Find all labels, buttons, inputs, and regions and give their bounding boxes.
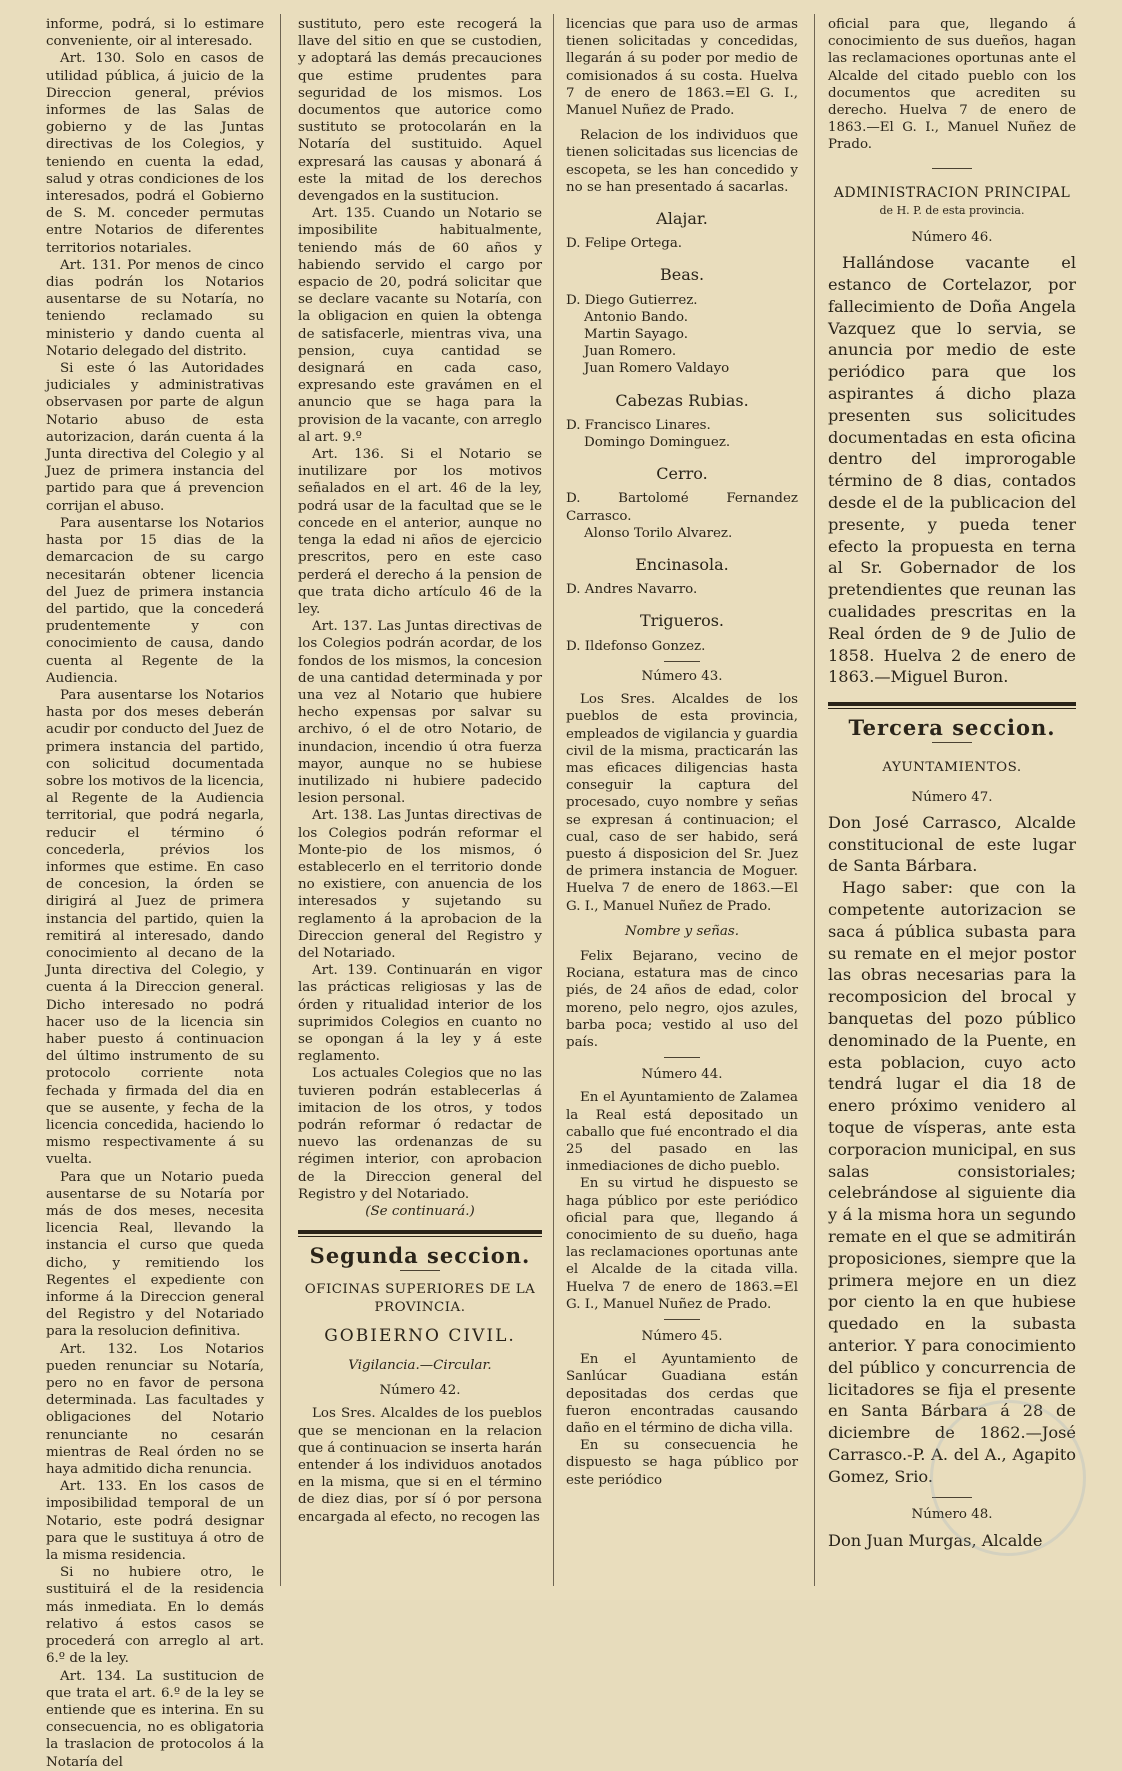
list-intro: Relacion de los individuos que tienen solicitadas sus licencias de escopeta, se les han concedido y no se han presentado á sacarlas. <box>566 128 798 195</box>
list-item: D. Diego Gutierrez. <box>566 292 698 308</box>
paragraph: Para ausentarse los Notarios hasta por 15 dias de la demarcacion de su cargo necesitarán obtener licencia del Juez de primera instancia del partido, que la concederá prudentemente y con conocimiento de causa, dando cuenta al Regente de la Audiencia. <box>46 515 264 686</box>
office-heading: OFICINAS SUPERIORES DE LA PROVINCIA. <box>304 1282 536 1315</box>
paragraph: Hago saber: que con la competente autorizacion se saca á pública subasta para su remate en el mejor postor las obras necesarias para la recomposicion del brocal y banquetas del pozo público denominado de la Puente, en esta poblacion, cuyo acto tendrá lugar el dia 18 de enero próximo venidero al toque de vísperas, ante esta corporacion municipal, en sus salas consistoriales; celebrándose al siguiente dia y á la misma hora un segundo remate en el que se admitirán proposiciones, siempre que la primera mejore en un diez por ciento la en que hubiese quedado en la subasta anterior. Y para conocimiento del público y concurrencia de licitadores se fija el presente en Santa Bárbara á 28 de diciembre de 1862.—José Carrasco.-P. A. del A., Agapito Gomez, Srio. <box>828 878 1076 1486</box>
town-heading: Alajar. <box>656 209 708 229</box>
paragraph: Si este ó las Autoridades judiciales y administrativas observasen por parte de algun Notario abuso de esta autorizacion, darán cuenta á la Junta directiva del Colegio y al Juez de primera instancia del partido para que á prevencion corrijan el abuso. <box>46 361 264 514</box>
paragraph: licencias que para uso de armas tienen solicitadas y concedidas, llegarán á su poder por medio de comisionados á su costa. Huelva 7 de enero de 1863.=El G. I., Manuel Nuñez de Prado. <box>566 17 798 119</box>
article-138: Art. 138. Las Juntas directivas de los Colegios podrán reformar el Monte-pio de los mismos, ó establecerlo en el territorio donde no existiere, con anuencia de los interesados y sujetando su reglamento á la aprobacion de la Direccion general del Registro y del Notariado. <box>298 808 542 961</box>
archive-seal-icon <box>930 1400 1086 1556</box>
article-132: Art. 132. Los Notarios pueden renunciar su Notaría, pero no en favor de persona determinada. Las facultades y obligaciones del Notario renunciante no cesarán mientras de Real órden no se haya admitido dicha renuncia. <box>46 1341 264 1478</box>
notice-number: Número 45. <box>641 1329 723 1344</box>
list-item: D. Felipe Ortega. <box>566 236 683 252</box>
paragraph: informe, podrá, si lo estimare conveniente, oir al interesado. <box>46 17 264 50</box>
section-heading: Tercera seccion. <box>848 715 1056 741</box>
paragraph: Los Sres. Alcaldes de los pueblos que se mencionan en la relacion que á continuacion se inserta harán entender á los individuos anotados en la misma, que si en el término de diez dias, por sí ó por persona encargada al efecto, no recogen las <box>298 1406 542 1525</box>
paragraph: Para ausentarse los Notarios hasta por dos meses deberán acudir por conducto del Juez de primera instancia del partido, con solicitud documentada sobre los motivos de la licencia, al Regente de la Audiencia territorial, que podrá negarla, reducir el término ó concederla, prévios los informes que estime. En caso de concesion, la órden se dirigirá al Juez de primera instancia del partido, quien la remitirá al interesado, dando conocimiento al decano de la Junta directiva del Colegio, y cuenta á la Direccion general. Dicho interesado no podrá hacer uso de la licencia sin haber puesto á continuacion del último instrumento de su protocolo corriente nota fechada y firmada del dia en que se ausente, y fecha de la licencia concedida, haciendo lo mismo respectivamente á su vuelta. <box>46 687 264 1168</box>
divider <box>932 168 972 169</box>
list-item: Juan Romero Valdayo <box>584 361 730 377</box>
article-131: Art. 131. Por menos de cinco dias podrán los Notarios ausentarse de su Notaría, no teniendo reclamado su ministerio y dando cuenta al Notario delegado del distrito. <box>46 257 264 359</box>
list-item: Juan Romero. <box>584 344 677 360</box>
paragraph: Los Sres. Alcaldes de los pueblos de esta provincia, empleados de vigilancia y guardia civil de la misma, practicarán las mas eficaces diligencias hasta conseguir la captura del procesado, cuyo nombre y señas se expresan á continuacion; el cual, caso de ser habido, será puesto á disposicion del Sr. Juez de primera instancia de Moguer. Huelva 7 de enero de 1863.—El G. I., Manuel Nuñez de Prado. <box>566 692 798 914</box>
article-130: Art. 130. Solo en casos de utilidad pública, á juicio de la Direccion general, prévios informes de las Salas de gobierno y de las Juntas directivas de los Colegios, y teniendo en cuenta la edad, salud y otras condiciones de los interesados, podrá el Gobierno de S. M. conceder permutas entre Notarios de diferentes territorios notariales. <box>46 51 264 256</box>
town-heading: Encinasola. <box>635 555 729 575</box>
article-137: Art. 137. Las Juntas directivas de los Colegios podrán acordar, de los fondos de los mismos, la concesion de una cantidad determinada y por una vez al Notario que hubiere hecho expensas por salvar su archivo, ó el de otro Notario, de inundacion, incendio ú otra fuerza mayor, aunque no se hubiese inutilizado ni hubiere padecido lesion personal. <box>298 619 542 807</box>
subheading: Nombre y señas. <box>625 923 739 939</box>
column-4 <box>828 16 1076 1592</box>
list-item: D. Andres Navarro. <box>566 582 698 598</box>
notice-number: Número 48. <box>911 1507 993 1523</box>
list-item: D. Ildefonso Gonzez. <box>566 638 706 654</box>
divider <box>664 1319 700 1320</box>
paragraph: Los actuales Colegios que no las tuvieren podrán establecerlas á imitacion de los otros, y todos podrán reformar ó redactar de nuevo las ordenanzas de su régimen interior, con aprobacion de la Direccion general del Registro y del Notariado. <box>298 1066 542 1202</box>
town-heading: Cerro. <box>656 464 708 484</box>
town-heading: Beas. <box>659 265 705 285</box>
list-item: D. Bartolomé Fernandez Carrasco. <box>566 491 798 524</box>
paragraph: Si no hubiere otro, le sustituirá el de la residencia más inmediata. En lo demás relativo á estos casos se procederá con arreglo al art. 6.º de la ley. <box>46 1565 264 1667</box>
paragraph: Hallándose vacante el estanco de Cortelazor, por fallecimiento de Doña Angela Vazquez que lo servia, se anuncia por medio de este periódico para que los aspirantes á dicho plaza presenten sus solicitudes documentadas en esta oficina dentro del improrogable término de 8 dias, contados desde el de la publicacion del presente, y pueda tener efecto la propuesta en terna al Sr. Gobernador de los pretendientes que reunan las cualidades prescritas en la Real órden de 9 de Julio de 1858. Huelva 2 de enero de 1863.—Miguel Buron. <box>828 253 1076 687</box>
paragraph: oficial para que, llegando á conocimiento de sus dueños, hagan las reclamaciones oportunas ante el Alcalde del citado pueblo con los documentos que acrediten su derecho. Huelva 7 de enero de 1863.—El G. I., Manuel Nuñez de Prado. <box>828 17 1076 153</box>
article-133: Art. 133. En los casos de imposibilidad temporal de un Notario, este podrá designar para que le sustituya á otro de la misma residencia. <box>46 1479 264 1564</box>
divider <box>664 1057 700 1058</box>
column-1 <box>46 16 264 1770</box>
section-divider <box>828 702 1076 709</box>
paragraph: Para que un Notario pueda ausentarse de su Notaría por más de dos meses, necesita licencia Real, llevando la instancia el curso que queda dicho, y remitiendo los Regentes el expediente con informe á la Direccion general del Registro y del Notariado para la resolucion definitiva. <box>46 1169 264 1340</box>
list-item: Martin Sayago. <box>584 327 688 343</box>
list-item: Alonso Torilo Alvarez. <box>584 525 733 541</box>
notice-number: Número 47. <box>911 789 993 805</box>
column-3 <box>566 16 798 1592</box>
column-rule <box>814 14 815 1586</box>
column-rule <box>553 14 554 1586</box>
divider <box>664 661 700 662</box>
notice-number: Número 42. <box>379 1383 461 1399</box>
article-135: Art. 135. Cuando un Notario se imposibilite habitualmente, teniendo más de 60 años y habiendo servido el cargo por espacio de 20, podrá solicitar que se declare vacante su Notaría, con la obligacion en quien la obtenga de satisfacerle, mientras viva, una pension, cuya cantidad se designará en cada caso, expresando este gravámen en el anuncio que se haga para la provision de la vacante, con arreglo al art. 9.º <box>298 206 542 445</box>
list-item: Antonio Bando. <box>584 309 689 325</box>
admin-subheading: de H. P. de esta provincia. <box>879 203 1025 217</box>
divider <box>932 742 972 743</box>
paragraph: En su consecuencia he dispuesto se haga público por este periódico <box>566 1438 798 1488</box>
paragraph: sustituto, pero este recogerá la llave del sitio en que se custodien, y adoptará las demás precauciones que estime prudentes para seguridad de los mismos. Los documentos que autorice como sustituto se protocolarán en la Notaría del sustituido. Aquel expresará las causas y abonará á este la mitad de los derechos devengados en la sustitucion. <box>298 17 542 205</box>
paragraph: En el Ayuntamiento de Sanlúcar Guadiana están depositadas dos cerdas que fueron encontradas causando daño en el término de dicha villa. <box>566 1352 798 1437</box>
section-heading: Segunda seccion. <box>309 1243 531 1269</box>
continuation-note: (Se continuará.) <box>365 1204 475 1220</box>
divider <box>400 1270 440 1271</box>
section-divider <box>298 1230 542 1237</box>
paragraph: En su virtud he dispuesto se haga público por este periódico oficial para que, llegando á conocimiento de su dueño, haga las reclamaciones oportunas ante el Alcalde de la citada villa. Huelva 7 de enero de 1863.=El G. I., Manuel Nuñez de Prado. <box>566 1176 798 1312</box>
notice-number: Número 46. <box>911 230 993 246</box>
paragraph: Felix Bejarano, vecino de Rociana, estatura mas de cinco piés, de 24 años de edad, color moreno, pelo negro, ojos azules, barba poca; vestido al uso del país. <box>566 948 798 1050</box>
gobierno-heading: GOBIERNO CIVIL. <box>324 1325 516 1346</box>
article-136: Art. 136. Si el Notario se inutilizare por los motivos señalados en el art. 46 de la ley, podrá usar de la facultad que se le concede en el anterior, aunque no tenga la edad ni años de ejercicio prescritos, pero en este caso perderá el derecho á la pension de que trata dicho artículo 46 de la ley. <box>298 447 542 617</box>
paragraph: En el Ayuntamiento de Zalamea la Real está depositado un caballo que fué encontrado el dia 25 del pasado en las inmediaciones de dicho pueblo. <box>566 1090 798 1175</box>
notice-number: Número 43. <box>641 668 723 684</box>
town-heading: Cabezas Rubias. <box>615 390 749 410</box>
column-rule <box>280 14 281 1586</box>
article-134: Art. 134. La sustitucion de que trata el art. 6.º de la ley se entiende que es interina. En su consecuencia, no es obligatoria la traslacion de protocolos á la Notaría del <box>46 1668 264 1770</box>
admin-heading: ADMINISTRACION PRINCIPAL <box>833 184 1071 201</box>
paragraph: Don Juan Murgas, Alcalde <box>828 1530 1043 1550</box>
notice-number: Número 44. <box>641 1067 723 1083</box>
paragraph: Don José Carrasco, Alcalde constitucional de este lugar de Santa Bárbara. <box>828 812 1076 876</box>
list-item: Domingo Dominguez. <box>584 435 731 451</box>
town-heading: Trigueros. <box>639 611 725 631</box>
article-139: Art. 139. Continuarán en vigor las prácticas religiosas y las de órden y ritualidad interior de los suprimidos Colegios en cuanto no se opongan á la ley y á este reglamento. <box>298 963 542 1065</box>
ayuntamientos-heading: AYUNTAMIENTOS. <box>882 760 1022 776</box>
column-2 <box>298 16 542 1592</box>
list-item: D. Francisco Linares. <box>566 417 711 433</box>
circular-heading: Vigilancia.—Circular. <box>348 1358 492 1374</box>
